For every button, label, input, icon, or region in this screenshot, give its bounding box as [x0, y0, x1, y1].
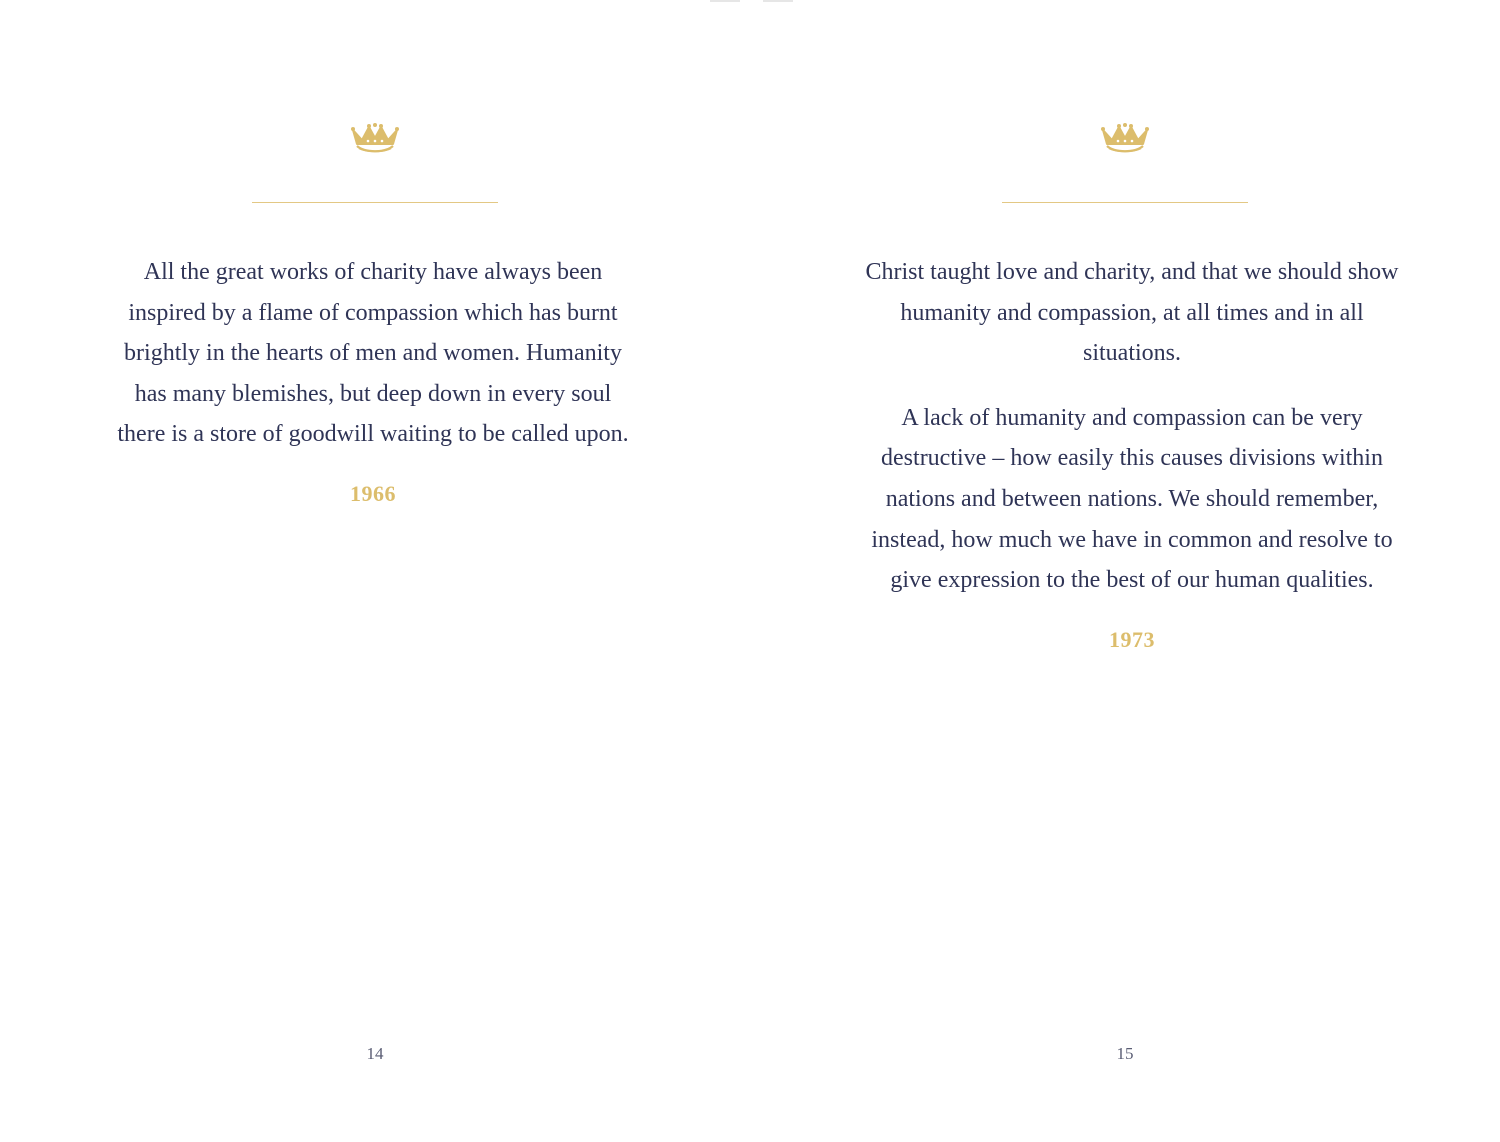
quote-year: 1966	[350, 480, 396, 506]
gold-divider	[1002, 202, 1248, 203]
crown-icon	[349, 122, 401, 154]
quote-paragraph: Christ taught love and charity, and that we should show humanity and compassion, at all times and in all situations.	[865, 259, 1399, 367]
crown-icon	[1099, 122, 1151, 154]
page-number: 15	[1116, 1044, 1134, 1063]
right-page	[750, 0, 1500, 1142]
quote-block	[862, 252, 1402, 655]
quote-year: 1973	[1109, 626, 1155, 652]
quote-paragraph: A lack of humanity and compassion can be very destructive – how easily this causes divisions within nations and between nations. We should remember, instead, how much we have in common and resolve to give expression to the best of our human qualities.	[871, 404, 1393, 594]
gold-divider	[252, 202, 498, 203]
page-number: 14	[366, 1044, 384, 1063]
quote-paragraph: All the great works of charity have always been inspired by a flame of compassion which has burnt brightly in the hearts of men and women. Humanity has many blemishes, but deep down in every soul there is a store of goodwill waiting to be called upon.	[117, 259, 629, 448]
quote-block	[110, 252, 636, 509]
